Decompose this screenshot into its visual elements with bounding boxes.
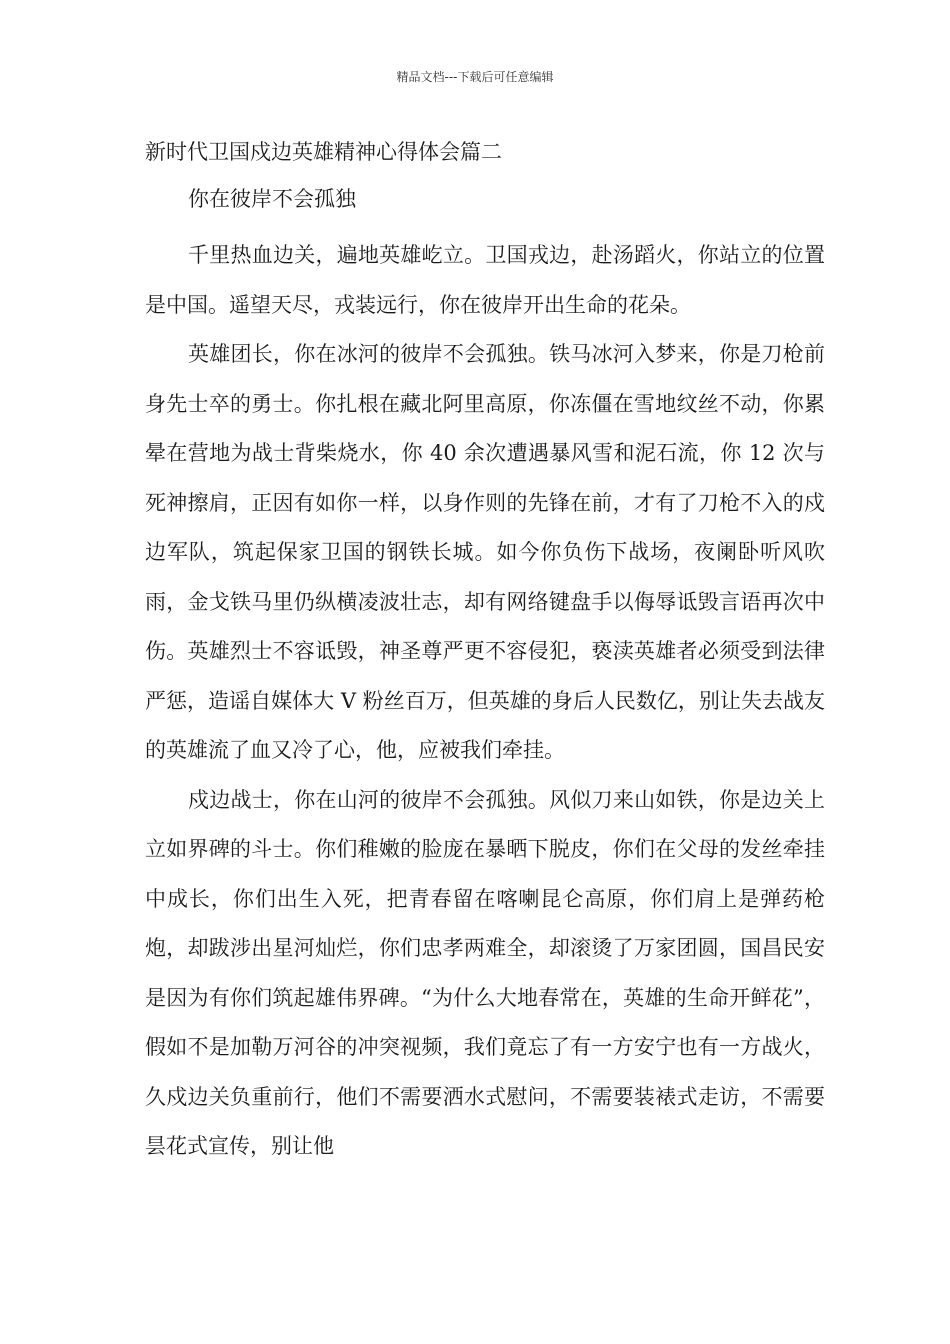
document-subtitle: 你在彼岸不会孤独 xyxy=(188,187,356,211)
paragraph-1: 千里热血边关，遍地英雄屹立。卫国戎边，赴汤蹈火，你站立的位置是中国。遥望天尽，戎装远行，你在彼岸开出生命的花朵。 xyxy=(145,243,825,317)
document-body xyxy=(145,134,825,1172)
paragraph-3: 戍边战士，你在山河的彼岸不会孤独。风似刀来山如铁，你是边关上立如界碑的斗士。你们稚嫩的脸庞在暴晒下脱皮，你们在父母的发丝牵挂中成长，你们出生入死，把青春留在喀喇昆仑高原，你们肩上是弹药枪炮，却跋涉出星河灿烂，你们忠孝两难全，却滚烫了万家团圆，国昌民安是因为有你们筑起雄伟界碑。“为什么大地春常在，英雄的生命开鲜花”，假如不是加勒万河谷的冲突视频，我们竟忘了有一方安宁也有一方战火，久戍边关负重前行，他们不需要洒水式慰问，不需要装裱式走访，不需要昙花式宣传，别让他 xyxy=(145,787,825,1158)
paragraph-2: 英雄团长，你在冰河的彼岸不会孤独。铁马冰河入梦来，你是刀枪前身先士卒的勇士。你扎根在藏北阿里高原，你冻僵在雪地纹丝不动，你累晕在营地为战士背柴烧水，你 40 余次遭遇暴风雪和泥石流，你 12 次与死神擦肩，正因有如你一样，以身作则的先锋在前，才有了刀枪不入的戍边军队，筑起保家卫国的钢铁长城。如今你负伤下战场，夜阑卧听风吹雨，金戈铁马里仍纵横凌波壮志，却有网络键盘手以侮辱诋毁言语再次中伤。英雄烈士不容诋毁，神圣尊严更不容侵犯，亵渎英雄者必须受到法律严惩，造谣自媒体大 V 粉丝百万，但英雄的身后人民数亿，别让失去战友的英雄流了血又冷了心，他，应被我们牵挂。 xyxy=(145,342,825,762)
document-header-note: 精品文档---下载后可任意编辑 xyxy=(396,70,554,84)
document-title: 新时代卫国戍边英雄精神心得体会篇二 xyxy=(145,140,502,164)
